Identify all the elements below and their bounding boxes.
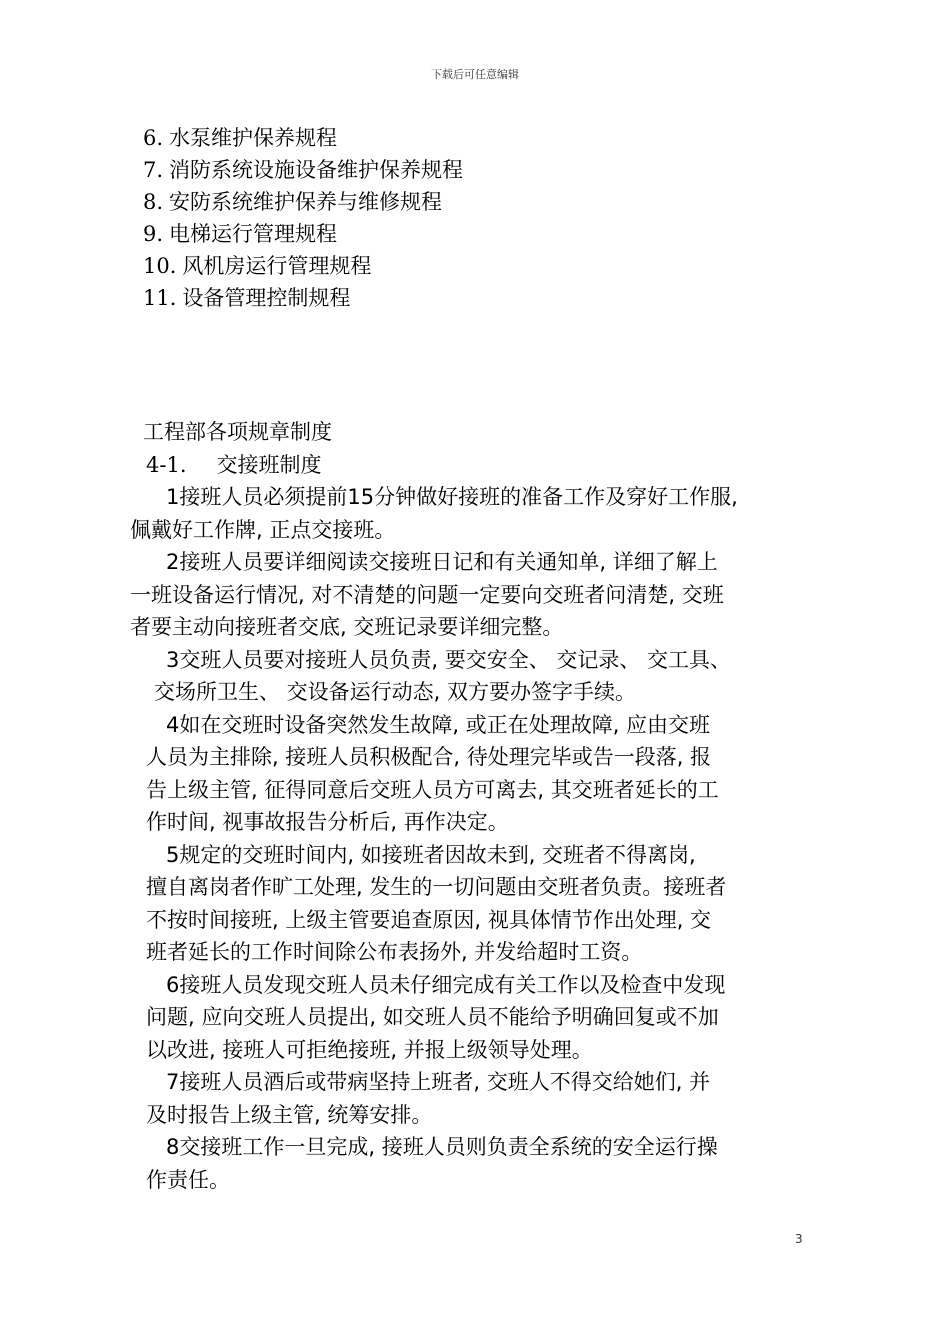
paragraph [130,644,820,709]
list-item-number: 11. [143,286,177,310]
paragraph [130,969,820,1067]
subsection-title [146,449,322,481]
page-number: 3 [795,1232,803,1246]
paragraph [130,481,820,546]
paragraph-line: 人员为主排除, 接班人员积极配合, 待处理完毕或告一段落, 报 [146,745,712,769]
list-item-text: 风机房运行管理规程 [182,254,372,278]
page-header: 下载后可任意编辑 [431,68,519,81]
list-item-number: 7. [143,158,164,182]
list-item-text: 水泵维护保养规程 [169,126,338,150]
paragraph-line: 5规定的交班时间内, 如接班者因故未到, 交班者不得离岗, [166,842,696,867]
list-item-number: 10. [143,254,177,278]
paragraph [130,839,820,969]
paragraph-line: 问题, 应向交班人员提出, 如交班人员不能给予明确回复或不加 [146,1005,719,1029]
list-item [143,154,463,186]
paragraph [130,709,820,839]
paragraph-line: 3交班人员要对接班人员负责, 要交安全、 交记录、 交工具、 [166,647,732,672]
subsection-title-text: 交接班制度 [216,453,322,477]
paragraph [130,546,820,644]
paragraph-line: 一班设备运行情况, 对不清楚的问题一定要向交班者问清楚, 交班 [130,582,724,607]
paragraph-line: 及时报告上级主管, 统筹安排。 [146,1102,433,1127]
list-item-text: 设备管理控制规程 [182,286,351,310]
list-item [143,122,463,154]
list-item-number: 9. [143,222,164,246]
paragraph-line: 1接班人员必须提前15分钟做好接班的准备工作及穿好工作服, [166,485,738,509]
list-item [143,250,463,282]
paragraph-line: 者要主动向接班者交底, 交班记录要详细完整。 [130,615,564,639]
paragraph-line: 6接班人员发现交班人员未仔细完成有关工作以及检查中发现 [166,972,726,997]
paragraph-line: 8交接班工作一旦完成, 接班人员则负责全系统的安全运行操 [166,1135,718,1159]
paragraph-line: 7接班人员酒后或带病坚持上班者, 交班人不得交给她们, 并 [166,1070,711,1094]
paragraph-line: 告上级主管, 征得同意后交班人员方可离去, 其交班者延长的工 [146,777,719,802]
list-item-text: 安防系统维护保养与维修规程 [169,190,443,214]
paragraph-line: 交场所卫生、 交设备运行动态, 双方要办签字手续。 [154,680,637,704]
list-item-number: 6. [143,126,164,150]
paragraph-line: 以改进, 接班人可拒绝接班, 并报上级领导处理。 [146,1037,593,1062]
paragraph-line: 不按时间接班, 上级主管要追查原因, 视具体情节作出处理, 交 [146,907,712,932]
paragraph-line: 佩戴好工作牌, 正点交接班。 [130,517,396,542]
paragraph-line: 作时间, 视事故报告分析后, 再作决定。 [146,810,509,834]
list-item [143,186,463,218]
list-item-text: 电梯运行管理规程 [169,222,338,246]
paragraph-line: 作责任。 [146,1167,230,1192]
paragraph-line: 4如在交班时设备突然发生故障, 或正在处理故障, 应由交班 [166,712,711,737]
paragraph [130,1066,820,1131]
list-item [143,218,463,250]
list-item [143,282,463,314]
paragraph-line: 擅自离岗者作旷工处理, 发生的一切问题由交班者负责。接班者 [146,875,727,899]
list-item-text: 消防系统设施设备维护保养规程 [169,158,464,182]
subsection-number: 4-1. [146,453,187,477]
section-title: 工程部各项规章制度 [143,420,332,444]
document-body [130,481,820,1196]
paragraph-line: 2接班人员要详细阅读交接班日记和有关通知单, 详细了解上 [166,550,718,574]
procedure-list [143,122,463,314]
paragraph-line: 班者延长的工作时间除公布表扬外, 并发给超时工资。 [146,940,643,964]
list-item-number: 8. [143,190,164,214]
paragraph [130,1131,820,1196]
